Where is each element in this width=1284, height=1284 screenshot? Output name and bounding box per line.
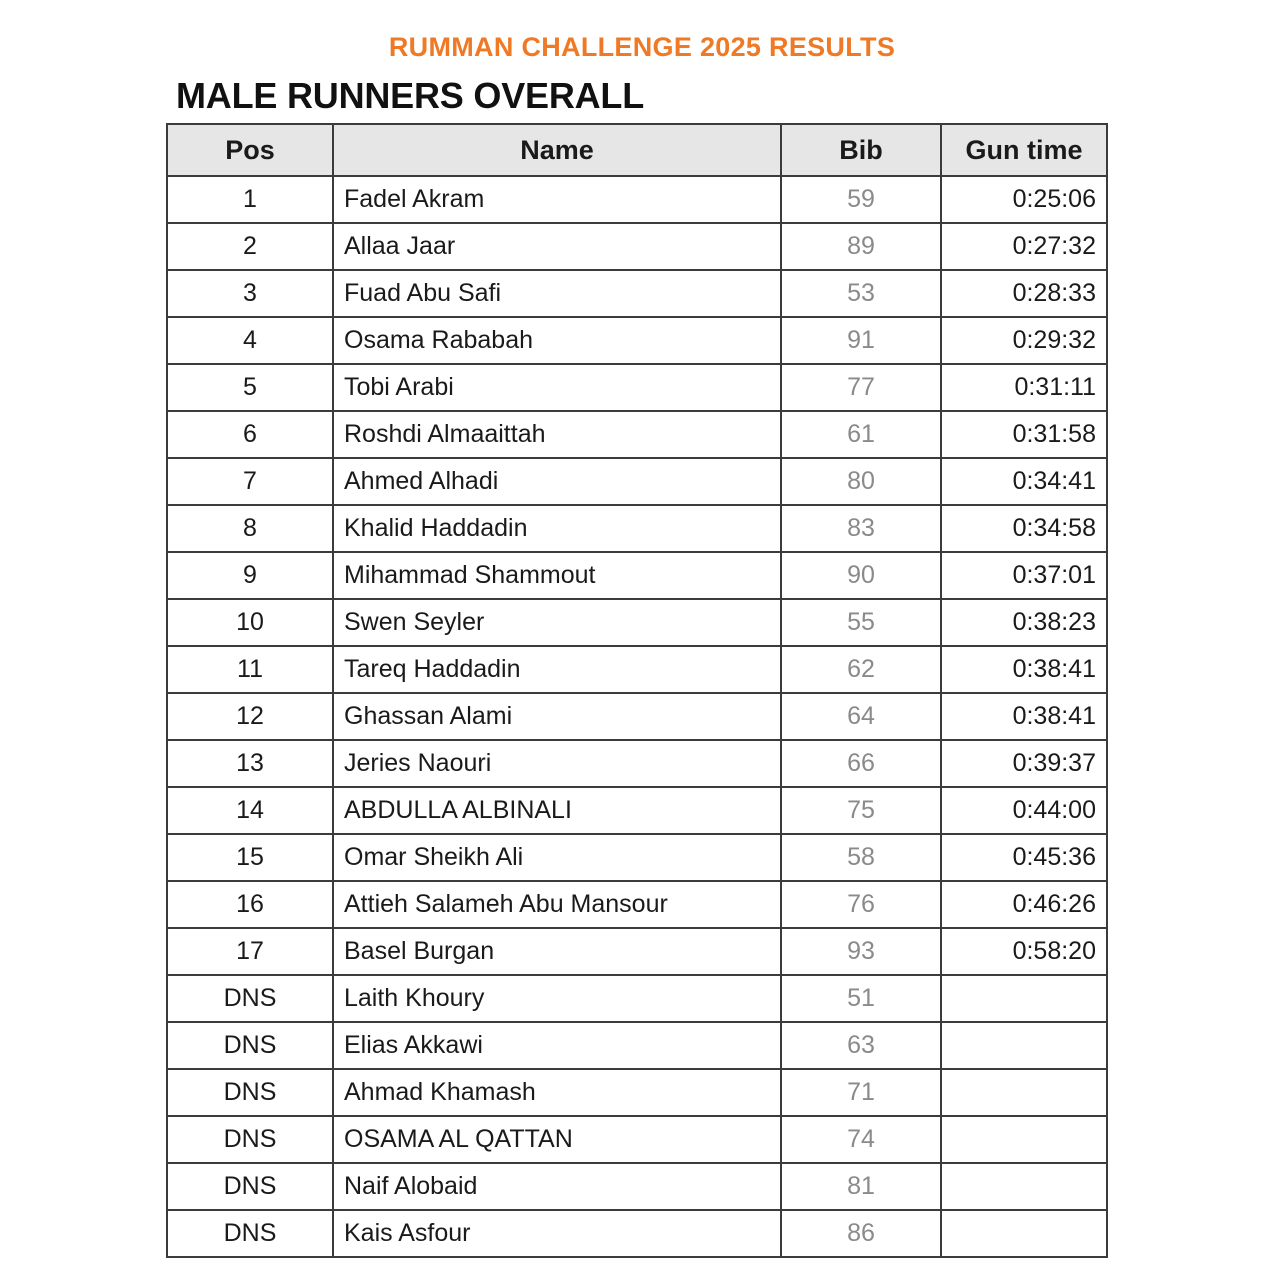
cell-position: 13: [167, 740, 333, 787]
cell-position: 8: [167, 505, 333, 552]
cell-gun-time: 0:31:11: [941, 364, 1107, 411]
cell-bib: 51: [781, 975, 941, 1022]
table-row: [167, 787, 1107, 834]
cell-bib: 74: [781, 1116, 941, 1163]
cell-bib: 77: [781, 364, 941, 411]
cell-gun-time: 0:34:41: [941, 458, 1107, 505]
cell-name: Basel Burgan: [333, 928, 781, 975]
cell-bib: 63: [781, 1022, 941, 1069]
cell-bib: 62: [781, 646, 941, 693]
table-row: [167, 646, 1107, 693]
cell-gun-time: 0:39:37: [941, 740, 1107, 787]
cell-position: DNS: [167, 1022, 333, 1069]
results-table-container: [166, 123, 1106, 1258]
cell-position: DNS: [167, 1116, 333, 1163]
cell-position: DNS: [167, 975, 333, 1022]
cell-name: Allaa Jaar: [333, 223, 781, 270]
cell-name: Laith Khoury: [333, 975, 781, 1022]
table-row: [167, 834, 1107, 881]
table-row: [167, 458, 1107, 505]
cell-gun-time: 0:37:01: [941, 552, 1107, 599]
cell-name: Kais Asfour: [333, 1210, 781, 1257]
results-table: [166, 123, 1108, 1258]
cell-position: 4: [167, 317, 333, 364]
cell-gun-time: 0:38:23: [941, 599, 1107, 646]
cell-bib: 76: [781, 881, 941, 928]
event-title: RUMMAN CHALLENGE 2025 RESULTS: [388, 32, 896, 62]
cell-bib: 81: [781, 1163, 941, 1210]
cell-name: Khalid Haddadin: [333, 505, 781, 552]
table-row: [167, 693, 1107, 740]
cell-gun-time: [941, 1163, 1107, 1210]
cell-gun-time: [941, 1022, 1107, 1069]
cell-gun-time: [941, 975, 1107, 1022]
table-header-row: [167, 124, 1107, 176]
cell-position: 6: [167, 411, 333, 458]
cell-name: Ghassan Alami: [333, 693, 781, 740]
cell-position: DNS: [167, 1163, 333, 1210]
cell-position: 16: [167, 881, 333, 928]
cell-position: 2: [167, 223, 333, 270]
cell-position: 10: [167, 599, 333, 646]
table-row: [167, 1069, 1107, 1116]
table-row: [167, 928, 1107, 975]
table-row: [167, 505, 1107, 552]
cell-gun-time: 0:38:41: [941, 646, 1107, 693]
cell-position: 12: [167, 693, 333, 740]
cell-name: Elias Akkawi: [333, 1022, 781, 1069]
cell-bib: 58: [781, 834, 941, 881]
cell-position: DNS: [167, 1069, 333, 1116]
table-row: [167, 1210, 1107, 1257]
cell-gun-time: 0:27:32: [941, 223, 1107, 270]
column-header-pos: Pos: [167, 124, 333, 176]
table-row: [167, 364, 1107, 411]
cell-bib: 75: [781, 787, 941, 834]
cell-bib: 59: [781, 176, 941, 223]
table-row: [167, 1163, 1107, 1210]
cell-gun-time: 0:46:26: [941, 881, 1107, 928]
column-header-gun-time: Gun time: [941, 124, 1107, 176]
cell-position: 14: [167, 787, 333, 834]
cell-bib: 66: [781, 740, 941, 787]
cell-bib: 89: [781, 223, 941, 270]
cell-name: Ahmad Khamash: [333, 1069, 781, 1116]
cell-bib: 86: [781, 1210, 941, 1257]
cell-gun-time: 0:44:00: [941, 787, 1107, 834]
table-row: [167, 176, 1107, 223]
cell-gun-time: 0:28:33: [941, 270, 1107, 317]
cell-name: Ahmed Alhadi: [333, 458, 781, 505]
table-row: [167, 223, 1107, 270]
cell-name: Fuad Abu Safi: [333, 270, 781, 317]
cell-bib: 80: [781, 458, 941, 505]
cell-bib: 61: [781, 411, 941, 458]
cell-name: Roshdi Almaaittah: [333, 411, 781, 458]
table-row: [167, 740, 1107, 787]
table-row: [167, 270, 1107, 317]
cell-name: Tareq Haddadin: [333, 646, 781, 693]
cell-gun-time: [941, 1069, 1107, 1116]
cell-position: 11: [167, 646, 333, 693]
results-table-body: [167, 176, 1107, 1257]
cell-position: 17: [167, 928, 333, 975]
cell-bib: 93: [781, 928, 941, 975]
table-row: [167, 975, 1107, 1022]
table-row: [167, 881, 1107, 928]
cell-gun-time: 0:45:36: [941, 834, 1107, 881]
cell-name: Osama Rababah: [333, 317, 781, 364]
cell-bib: 71: [781, 1069, 941, 1116]
cell-name: Tobi Arabi: [333, 364, 781, 411]
page-title: MALE RUNNERS OVERALL: [176, 75, 645, 116]
cell-name: Jeries Naouri: [333, 740, 781, 787]
cell-gun-time: 0:34:58: [941, 505, 1107, 552]
cell-name: Swen Seyler: [333, 599, 781, 646]
table-row: [167, 1022, 1107, 1069]
cell-position: DNS: [167, 1210, 333, 1257]
cell-bib: 91: [781, 317, 941, 364]
cell-name: ABDULLA ALBINALI: [333, 787, 781, 834]
cell-position: 5: [167, 364, 333, 411]
column-header-bib: Bib: [781, 124, 941, 176]
cell-name: Omar Sheikh Ali: [333, 834, 781, 881]
table-row: [167, 599, 1107, 646]
cell-position: 7: [167, 458, 333, 505]
cell-bib: 55: [781, 599, 941, 646]
cell-gun-time: 0:58:20: [941, 928, 1107, 975]
cell-bib: 53: [781, 270, 941, 317]
cell-position: 9: [167, 552, 333, 599]
cell-name: Mihammad Shammout: [333, 552, 781, 599]
cell-bib: 90: [781, 552, 941, 599]
cell-gun-time: [941, 1210, 1107, 1257]
cell-position: 15: [167, 834, 333, 881]
cell-gun-time: 0:25:06: [941, 176, 1107, 223]
cell-name: Attieh Salameh Abu Mansour: [333, 881, 781, 928]
table-row: [167, 1116, 1107, 1163]
cell-gun-time: 0:29:32: [941, 317, 1107, 364]
cell-bib: 64: [781, 693, 941, 740]
cell-name: Naif Alobaid: [333, 1163, 781, 1210]
cell-gun-time: [941, 1116, 1107, 1163]
table-row: [167, 411, 1107, 458]
cell-name: OSAMA AL QATTAN: [333, 1116, 781, 1163]
cell-name: Fadel Akram: [333, 176, 781, 223]
table-row: [167, 552, 1107, 599]
cell-bib: 83: [781, 505, 941, 552]
cell-position: 3: [167, 270, 333, 317]
cell-gun-time: 0:38:41: [941, 693, 1107, 740]
table-row: [167, 317, 1107, 364]
column-header-name: Name: [333, 124, 781, 176]
cell-gun-time: 0:31:58: [941, 411, 1107, 458]
cell-position: 1: [167, 176, 333, 223]
